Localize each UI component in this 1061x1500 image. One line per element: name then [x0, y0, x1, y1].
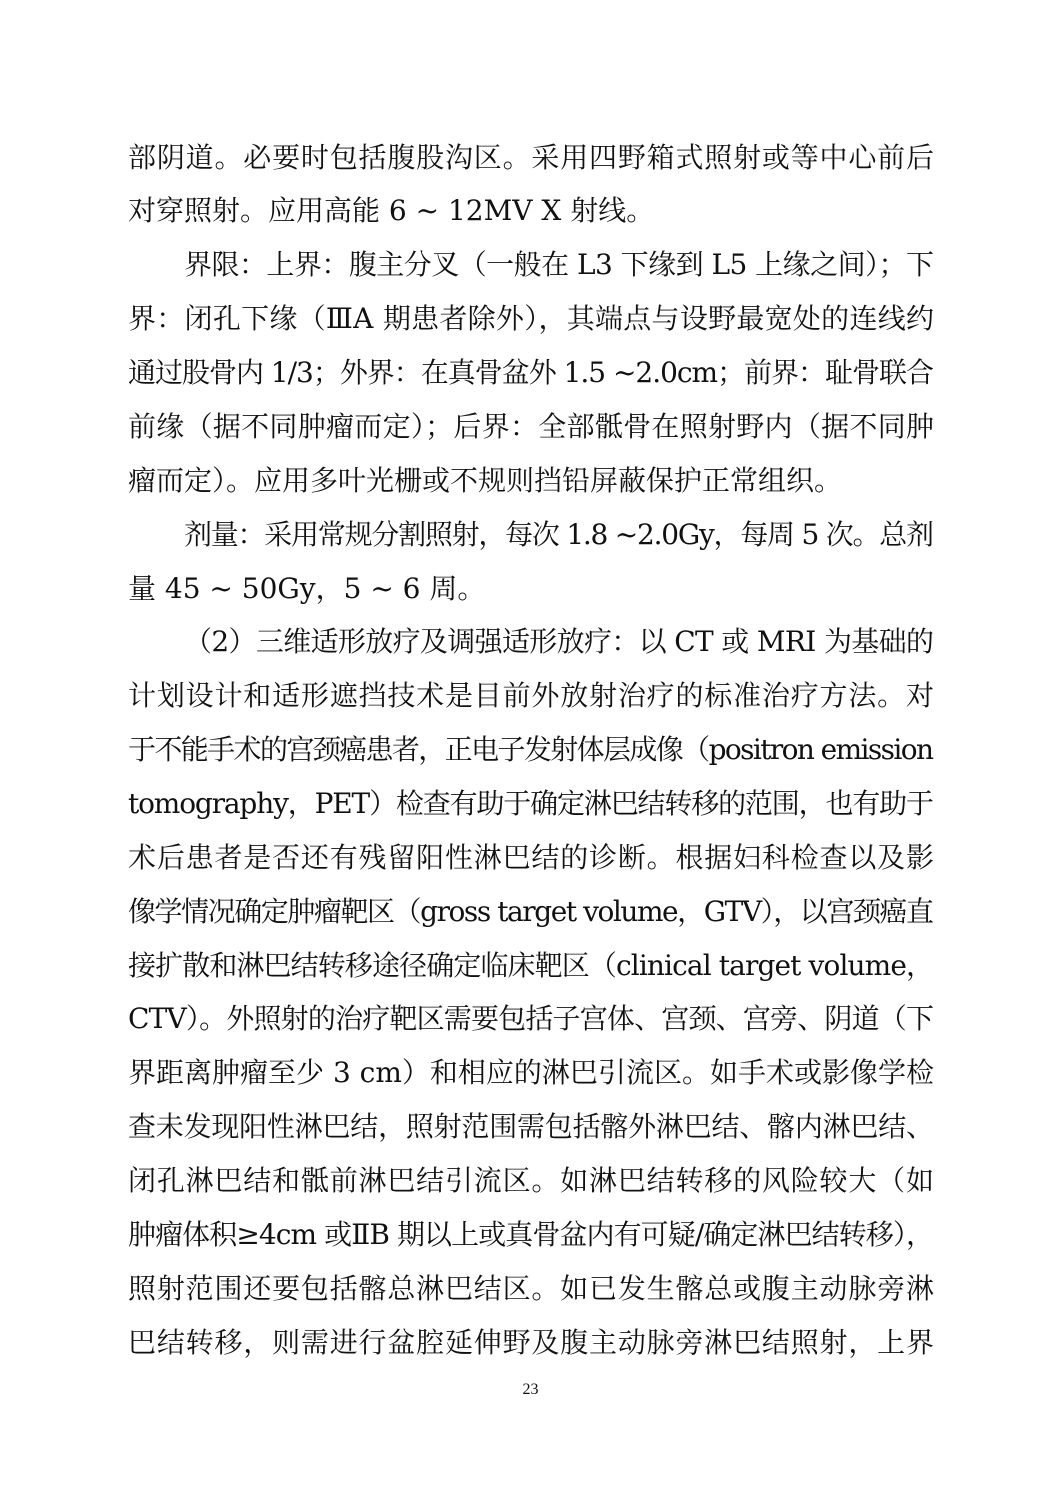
text-line: 术后患者是否还有残留阳性淋巴结的诊断。根据妇科检查以及影: [128, 841, 935, 874]
text-line: 照射范围还要包括髂总淋巴结区。如已发生髂总或腹主动脉旁淋: [128, 1272, 935, 1305]
text-line: 肿瘤体积≥4cm 或ⅡB 期以上或真骨盆内有可疑/确定淋巴结转移），: [128, 1218, 934, 1251]
text-line: 接扩散和淋巴结转移途径确定临床靶区（clinical target volume，: [128, 949, 934, 982]
text-line: 巴结转移，则需进行盆腔延伸野及腹主动脉旁淋巴结照射，上界: [128, 1326, 935, 1359]
text-line: 界限：上界：腹主分叉（一般在 L3 下缘到 L5 上缘之间）；下: [184, 248, 934, 281]
text-line: 对穿照射。应用高能 6 ~ 12MV X 射线。: [128, 194, 655, 227]
text-line: 界距离肿瘤至少 3 cm）和相应的淋巴引流区。如手术或影像学检: [128, 1056, 934, 1089]
text-line: tomography，PET）检查有助于确定淋巴结转移的范围，也有助于: [128, 787, 933, 820]
text-line: 部阴道。必要时包括腹股沟区。采用四野箱式照射或等中心前后: [128, 141, 935, 174]
text-line: （2）三维适形放疗及调强适形放疗：以 CT 或 MRI 为基础的: [184, 625, 934, 658]
text-line: 量 45 ~ 50Gy，5 ~ 6 周。: [128, 572, 486, 605]
page-number: 23: [522, 1381, 539, 1398]
text-line: 查未发现阳性淋巴结，照射范围需包括髂外淋巴结、髂内淋巴结、: [128, 1110, 934, 1143]
text-line: 像学情况确定肿瘤靶区（gross target volume，GTV），以宫颈癌直: [128, 895, 933, 928]
text-line: 计划设计和适形遮挡技术是目前外放射治疗的标准治疗方法。对: [128, 679, 935, 712]
text-line: 于不能手术的宫颈癌患者，正电子发射体层成像（positron emission: [128, 733, 933, 766]
text-line: 剂量：采用常规分割照射，每次 1.8 ~2.0Gy，每周 5 次。总剂: [184, 518, 933, 551]
text-line: 通过股骨内 1/3；外界：在真骨盆外 1.5 ~2.0cm；前界：耻骨联合: [128, 356, 933, 389]
text-line: 闭孔淋巴结和骶前淋巴结引流区。如淋巴结转移的风险较大（如: [128, 1164, 935, 1197]
text-line: CTV）。外照射的治疗靶区需要包括子宫体、宫颈、宫旁、阴道（下: [128, 1002, 934, 1035]
text-line: 前缘（据不同肿瘤而定）；后界：全部骶骨在照射野内（据不同肿: [128, 410, 935, 443]
text-line: 瘤而定）。应用多叶光栅或不规则挡铅屏蔽保护正常组织。: [128, 464, 843, 497]
text-line: 界：闭孔下缘（ⅢA 期患者除外），其端点与设野最宽处的连线约: [128, 302, 935, 335]
